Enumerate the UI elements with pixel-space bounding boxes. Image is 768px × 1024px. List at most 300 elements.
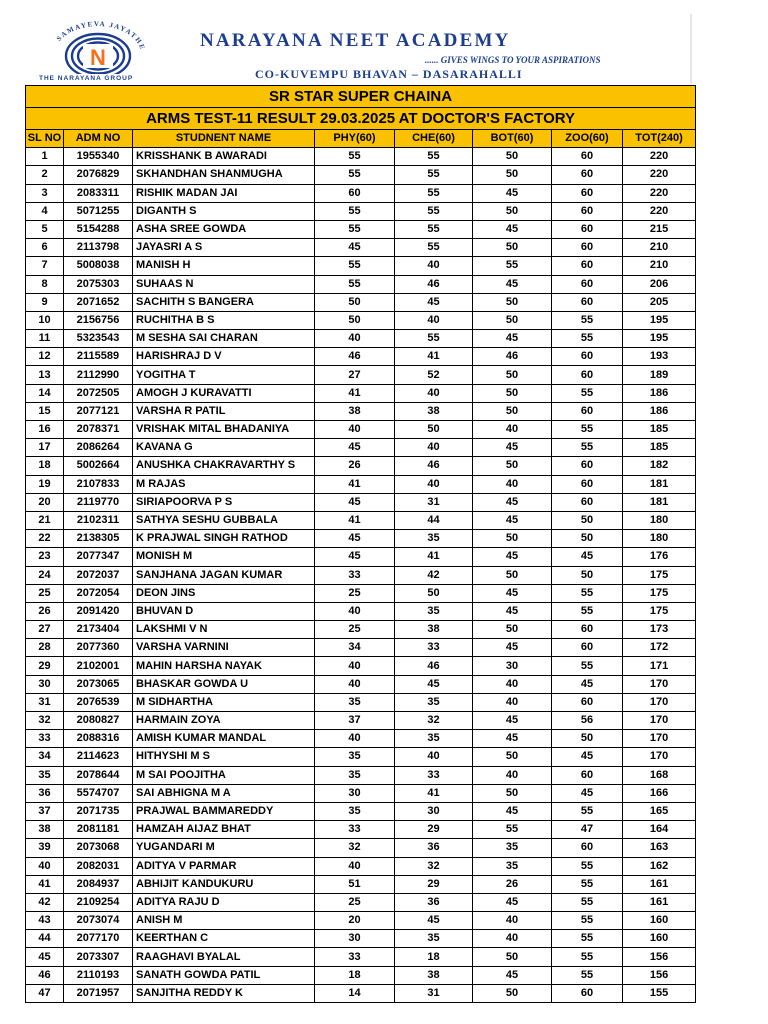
bot-cell: 26 — [473, 875, 552, 893]
sl-no-cell: 23 — [26, 548, 64, 566]
sl-no-cell: 32 — [26, 712, 64, 730]
zoo-cell: 55 — [552, 657, 623, 675]
adm-no-cell: 2110193 — [64, 966, 133, 984]
total-cell: 168 — [623, 766, 696, 784]
batch-title: SR STAR SUPER CHAINA — [26, 86, 696, 108]
student-name-cell: RISHIK MADAN JAI — [133, 184, 315, 202]
table-row — [26, 875, 696, 893]
student-name-cell: VARSHA VARNINI — [133, 639, 315, 657]
phy-cell: 25 — [315, 621, 395, 639]
adm-no-cell: 2071652 — [64, 293, 133, 311]
batch-title-row — [26, 86, 696, 108]
sl-no-cell: 24 — [26, 566, 64, 584]
che-cell: 38 — [395, 966, 473, 984]
student-name-cell: M RAJAS — [133, 475, 315, 493]
bot-cell: 50 — [473, 202, 552, 220]
che-cell: 45 — [395, 293, 473, 311]
total-cell: 220 — [623, 166, 696, 184]
sl-no-cell: 16 — [26, 421, 64, 439]
sl-no-cell: 38 — [26, 821, 64, 839]
adm-no-cell: 2081181 — [64, 821, 133, 839]
bot-cell: 45 — [473, 493, 552, 511]
che-cell: 35 — [395, 730, 473, 748]
table-row — [26, 184, 696, 202]
total-cell: 165 — [623, 802, 696, 820]
sl-no-cell: 17 — [26, 439, 64, 457]
che-cell: 45 — [395, 675, 473, 693]
sl-no-cell: 46 — [26, 966, 64, 984]
adm-no-cell: 2071957 — [64, 984, 133, 1002]
total-cell: 160 — [623, 912, 696, 930]
phy-cell: 35 — [315, 693, 395, 711]
student-name-cell: SATHYA SESHU GUBBALA — [133, 511, 315, 529]
student-name-cell: VRISHAK MITAL BHADANIYA — [133, 421, 315, 439]
student-name-cell: YOGITHA T — [133, 366, 315, 384]
student-name-cell: ANISH M — [133, 912, 315, 930]
total-cell: 161 — [623, 893, 696, 911]
adm-no-cell: 2084937 — [64, 875, 133, 893]
che-cell: 30 — [395, 802, 473, 820]
phy-cell: 35 — [315, 766, 395, 784]
zoo-cell: 55 — [552, 966, 623, 984]
adm-no-cell: 2078644 — [64, 766, 133, 784]
phy-cell: 45 — [315, 493, 395, 511]
sl-no-cell: 14 — [26, 384, 64, 402]
adm-no-cell: 2075303 — [64, 275, 133, 293]
total-cell: 171 — [623, 657, 696, 675]
student-name-cell: DEON JINS — [133, 584, 315, 602]
zoo-cell: 55 — [552, 802, 623, 820]
student-name-cell: LAKSHMI V N — [133, 621, 315, 639]
tagline: ...... GIVES WINGS TO YOUR ASPIRATIONS — [425, 55, 601, 65]
total-cell: 186 — [623, 384, 696, 402]
total-cell: 185 — [623, 439, 696, 457]
zoo-cell: 60 — [552, 148, 623, 166]
total-cell: 163 — [623, 839, 696, 857]
zoo-cell: 55 — [552, 439, 623, 457]
table-row — [26, 839, 696, 857]
phy-cell: 34 — [315, 639, 395, 657]
table-row — [26, 730, 696, 748]
bot-cell: 50 — [473, 621, 552, 639]
table-row — [26, 457, 696, 475]
sl-no-cell: 44 — [26, 930, 64, 948]
phy-cell: 40 — [315, 675, 395, 693]
student-name-cell: SIRIAPOORVA P S — [133, 493, 315, 511]
total-cell: 161 — [623, 875, 696, 893]
bot-cell: 40 — [473, 675, 552, 693]
table-row — [26, 639, 696, 657]
zoo-cell: 56 — [552, 712, 623, 730]
bot-cell: 55 — [473, 821, 552, 839]
phy-cell: 40 — [315, 602, 395, 620]
column-header: ADM NO — [64, 130, 133, 148]
total-cell: 206 — [623, 275, 696, 293]
table-row — [26, 402, 696, 420]
zoo-cell: 60 — [552, 839, 623, 857]
adm-no-cell: 5574707 — [64, 784, 133, 802]
student-name-cell: SACHITH S BANGERA — [133, 293, 315, 311]
adm-no-cell: 2083311 — [64, 184, 133, 202]
che-cell: 40 — [395, 384, 473, 402]
student-name-cell: DIGANTH S — [133, 202, 315, 220]
results-table — [25, 85, 696, 1003]
che-cell: 40 — [395, 475, 473, 493]
zoo-cell: 55 — [552, 311, 623, 329]
che-cell: 36 — [395, 893, 473, 911]
student-name-cell: ADITYA V PARMAR — [133, 857, 315, 875]
zoo-cell: 60 — [552, 275, 623, 293]
adm-no-cell: 2072054 — [64, 584, 133, 602]
adm-no-cell: 5002664 — [64, 457, 133, 475]
zoo-cell: 45 — [552, 548, 623, 566]
phy-cell: 55 — [315, 166, 395, 184]
table-row — [26, 148, 696, 166]
sl-no-cell: 37 — [26, 802, 64, 820]
total-cell: 210 — [623, 257, 696, 275]
che-cell: 35 — [395, 530, 473, 548]
table-row — [26, 802, 696, 820]
table-row — [26, 675, 696, 693]
sl-no-cell: 13 — [26, 366, 64, 384]
phy-cell: 60 — [315, 184, 395, 202]
zoo-cell: 60 — [552, 457, 623, 475]
bot-cell: 40 — [473, 475, 552, 493]
adm-no-cell: 2119770 — [64, 493, 133, 511]
sl-no-cell: 25 — [26, 584, 64, 602]
table-row — [26, 857, 696, 875]
bot-cell: 40 — [473, 930, 552, 948]
student-name-cell: BHUVAN D — [133, 602, 315, 620]
zoo-cell: 50 — [552, 566, 623, 584]
bot-cell: 45 — [473, 893, 552, 911]
bot-cell: 45 — [473, 275, 552, 293]
phy-cell: 46 — [315, 348, 395, 366]
che-cell: 42 — [395, 566, 473, 584]
column-header: ZOO(60) — [552, 130, 623, 148]
table-row — [26, 511, 696, 529]
che-cell: 50 — [395, 421, 473, 439]
bot-cell: 45 — [473, 639, 552, 657]
zoo-cell: 55 — [552, 912, 623, 930]
bot-cell: 50 — [473, 457, 552, 475]
sl-no-cell: 47 — [26, 984, 64, 1002]
adm-no-cell: 2077360 — [64, 639, 133, 657]
bot-cell: 50 — [473, 948, 552, 966]
adm-no-cell: 2112990 — [64, 366, 133, 384]
adm-no-cell: 2156756 — [64, 311, 133, 329]
student-name-cell: HITHYSHI M S — [133, 748, 315, 766]
student-name-cell: AMISH KUMAR MANDAL — [133, 730, 315, 748]
total-cell: 220 — [623, 184, 696, 202]
total-cell: 166 — [623, 784, 696, 802]
bot-cell: 55 — [473, 257, 552, 275]
total-cell: 156 — [623, 948, 696, 966]
student-name-cell: K PRAJWAL SINGH RATHOD — [133, 530, 315, 548]
zoo-cell: 60 — [552, 493, 623, 511]
bot-cell: 50 — [473, 384, 552, 402]
zoo-cell: 60 — [552, 166, 623, 184]
zoo-cell: 60 — [552, 366, 623, 384]
table-row — [26, 766, 696, 784]
phy-cell: 50 — [315, 293, 395, 311]
bot-cell: 40 — [473, 766, 552, 784]
che-cell: 40 — [395, 748, 473, 766]
student-name-cell: MAHIN HARSHA NAYAK — [133, 657, 315, 675]
che-cell: 35 — [395, 930, 473, 948]
adm-no-cell: 2107833 — [64, 475, 133, 493]
divider — [690, 14, 692, 84]
bot-cell: 50 — [473, 239, 552, 257]
table-row — [26, 984, 696, 1002]
table-row — [26, 439, 696, 457]
bot-cell: 50 — [473, 530, 552, 548]
total-cell: 220 — [623, 148, 696, 166]
phy-cell: 45 — [315, 530, 395, 548]
zoo-cell: 55 — [552, 602, 623, 620]
phy-cell: 55 — [315, 220, 395, 238]
student-name-cell: SKHANDHAN SHANMUGHA — [133, 166, 315, 184]
che-cell: 55 — [395, 166, 473, 184]
zoo-cell: 60 — [552, 766, 623, 784]
bot-cell: 50 — [473, 166, 552, 184]
bot-cell: 30 — [473, 657, 552, 675]
total-cell: 193 — [623, 348, 696, 366]
zoo-cell: 55 — [552, 930, 623, 948]
bot-cell: 45 — [473, 802, 552, 820]
table-row — [26, 693, 696, 711]
table-row — [26, 712, 696, 730]
table-row — [26, 584, 696, 602]
che-cell: 45 — [395, 912, 473, 930]
phy-cell: 55 — [315, 148, 395, 166]
bot-cell: 50 — [473, 402, 552, 420]
phy-cell: 33 — [315, 821, 395, 839]
table-row — [26, 893, 696, 911]
sl-no-cell: 20 — [26, 493, 64, 511]
sl-no-cell: 18 — [26, 457, 64, 475]
adm-no-cell: 2072037 — [64, 566, 133, 584]
table-row — [26, 821, 696, 839]
table-row — [26, 748, 696, 766]
bot-cell: 40 — [473, 421, 552, 439]
zoo-cell: 55 — [552, 421, 623, 439]
zoo-cell: 60 — [552, 239, 623, 257]
zoo-cell: 60 — [552, 475, 623, 493]
total-cell: 170 — [623, 748, 696, 766]
zoo-cell: 55 — [552, 384, 623, 402]
phy-cell: 27 — [315, 366, 395, 384]
column-header: CHE(60) — [395, 130, 473, 148]
phy-cell: 40 — [315, 657, 395, 675]
bot-cell: 35 — [473, 839, 552, 857]
che-cell: 55 — [395, 220, 473, 238]
sl-no-cell: 7 — [26, 257, 64, 275]
phy-cell: 32 — [315, 839, 395, 857]
zoo-cell: 60 — [552, 621, 623, 639]
sl-no-cell: 9 — [26, 293, 64, 311]
phy-cell: 33 — [315, 948, 395, 966]
che-cell: 55 — [395, 184, 473, 202]
zoo-cell: 60 — [552, 293, 623, 311]
bot-cell: 45 — [473, 712, 552, 730]
total-cell: 170 — [623, 712, 696, 730]
column-header: PHY(60) — [315, 130, 395, 148]
bot-cell: 50 — [473, 293, 552, 311]
sl-no-cell: 33 — [26, 730, 64, 748]
zoo-cell: 60 — [552, 693, 623, 711]
total-cell: 156 — [623, 966, 696, 984]
sl-no-cell: 1 — [26, 148, 64, 166]
sl-no-cell: 31 — [26, 693, 64, 711]
bot-cell: 45 — [473, 730, 552, 748]
total-cell: 181 — [623, 475, 696, 493]
table-row — [26, 657, 696, 675]
sl-no-cell: 34 — [26, 748, 64, 766]
total-cell: 195 — [623, 311, 696, 329]
adm-no-cell: 2114623 — [64, 748, 133, 766]
phy-cell: 45 — [315, 439, 395, 457]
phy-cell: 50 — [315, 311, 395, 329]
student-name-cell: SANATH GOWDA PATIL — [133, 966, 315, 984]
che-cell: 40 — [395, 311, 473, 329]
che-cell: 36 — [395, 839, 473, 857]
zoo-cell: 55 — [552, 875, 623, 893]
bot-cell: 50 — [473, 748, 552, 766]
table-row — [26, 602, 696, 620]
che-cell: 31 — [395, 493, 473, 511]
adm-no-cell: 2091420 — [64, 602, 133, 620]
che-cell: 50 — [395, 584, 473, 602]
student-name-cell: HARISHRAJ D V — [133, 348, 315, 366]
bot-cell: 45 — [473, 184, 552, 202]
sl-no-cell: 19 — [26, 475, 64, 493]
branch-name: CO-KUVEMPU BHAVAN – DASARAHALLI — [255, 67, 523, 81]
column-header: TOT(240) — [623, 130, 696, 148]
student-name-cell: KAVANA G — [133, 439, 315, 457]
total-cell: 181 — [623, 493, 696, 511]
total-cell: 162 — [623, 857, 696, 875]
table-row — [26, 948, 696, 966]
che-cell: 35 — [395, 602, 473, 620]
che-cell: 55 — [395, 202, 473, 220]
adm-no-cell: 2073068 — [64, 839, 133, 857]
sl-no-cell: 40 — [26, 857, 64, 875]
total-cell: 172 — [623, 639, 696, 657]
student-name-cell: PRAJWAL BAMMAREDDY — [133, 802, 315, 820]
total-cell: 205 — [623, 293, 696, 311]
adm-no-cell: 5323543 — [64, 330, 133, 348]
che-cell: 38 — [395, 621, 473, 639]
phy-cell: 33 — [315, 566, 395, 584]
bot-cell: 35 — [473, 857, 552, 875]
phy-cell: 30 — [315, 784, 395, 802]
table-row — [26, 621, 696, 639]
zoo-cell: 55 — [552, 857, 623, 875]
adm-no-cell: 2076539 — [64, 693, 133, 711]
total-cell: 180 — [623, 530, 696, 548]
student-name-cell: RAAGHAVI BYALAL — [133, 948, 315, 966]
svg-text:SAMAYEVA JAYATHE: SAMAYEVA JAYATHE — [55, 19, 147, 52]
student-name-cell: KRISSHANK B AWARADI — [133, 148, 315, 166]
table-row — [26, 366, 696, 384]
total-cell: 176 — [623, 548, 696, 566]
zoo-cell: 55 — [552, 330, 623, 348]
student-name-cell: ASHA SREE GOWDA — [133, 220, 315, 238]
student-name-cell: MONISH M — [133, 548, 315, 566]
adm-no-cell: 1955340 — [64, 148, 133, 166]
table-row — [26, 348, 696, 366]
table-row — [26, 566, 696, 584]
table-row — [26, 311, 696, 329]
student-name-cell: JAYASRI A S — [133, 239, 315, 257]
adm-no-cell: 2138305 — [64, 530, 133, 548]
che-cell: 31 — [395, 984, 473, 1002]
phy-cell: 25 — [315, 893, 395, 911]
che-cell: 32 — [395, 857, 473, 875]
phy-cell: 30 — [315, 930, 395, 948]
zoo-cell: 47 — [552, 821, 623, 839]
table-row — [26, 493, 696, 511]
zoo-cell: 55 — [552, 584, 623, 602]
adm-no-cell: 2080827 — [64, 712, 133, 730]
che-cell: 38 — [395, 402, 473, 420]
sl-no-cell: 15 — [26, 402, 64, 420]
bot-cell: 45 — [473, 511, 552, 529]
phy-cell: 25 — [315, 584, 395, 602]
table-row — [26, 257, 696, 275]
zoo-cell: 50 — [552, 530, 623, 548]
zoo-cell: 60 — [552, 984, 623, 1002]
svg-text:N: N — [90, 45, 106, 70]
che-cell: 33 — [395, 639, 473, 657]
bot-cell: 50 — [473, 366, 552, 384]
sl-no-cell: 11 — [26, 330, 64, 348]
adm-no-cell: 2072505 — [64, 384, 133, 402]
bot-cell: 45 — [473, 602, 552, 620]
zoo-cell: 60 — [552, 639, 623, 657]
table-row — [26, 166, 696, 184]
total-cell: 180 — [623, 511, 696, 529]
phy-cell: 40 — [315, 730, 395, 748]
zoo-cell: 60 — [552, 402, 623, 420]
sl-no-cell: 27 — [26, 621, 64, 639]
adm-no-cell: 2073065 — [64, 675, 133, 693]
adm-no-cell: 2076829 — [64, 166, 133, 184]
adm-no-cell: 2113798 — [64, 239, 133, 257]
academy-name: NARAYANA NEET ACADEMY — [200, 30, 511, 51]
sl-no-cell: 8 — [26, 275, 64, 293]
svg-text:THE NARAYANA GROUP: THE NARAYANA GROUP — [39, 75, 134, 82]
che-cell: 40 — [395, 439, 473, 457]
total-cell: 170 — [623, 730, 696, 748]
adm-no-cell: 2077121 — [64, 402, 133, 420]
total-cell: 210 — [623, 239, 696, 257]
phy-cell: 55 — [315, 275, 395, 293]
table-row — [26, 220, 696, 238]
total-cell: 195 — [623, 330, 696, 348]
table-row — [26, 930, 696, 948]
che-cell: 41 — [395, 348, 473, 366]
phy-cell: 55 — [315, 257, 395, 275]
phy-cell: 51 — [315, 875, 395, 893]
letterhead — [25, 14, 693, 84]
sl-no-cell: 10 — [26, 311, 64, 329]
student-name-cell: RUCHITHA B S — [133, 311, 315, 329]
zoo-cell: 55 — [552, 893, 623, 911]
adm-no-cell: 2102001 — [64, 657, 133, 675]
phy-cell: 41 — [315, 511, 395, 529]
